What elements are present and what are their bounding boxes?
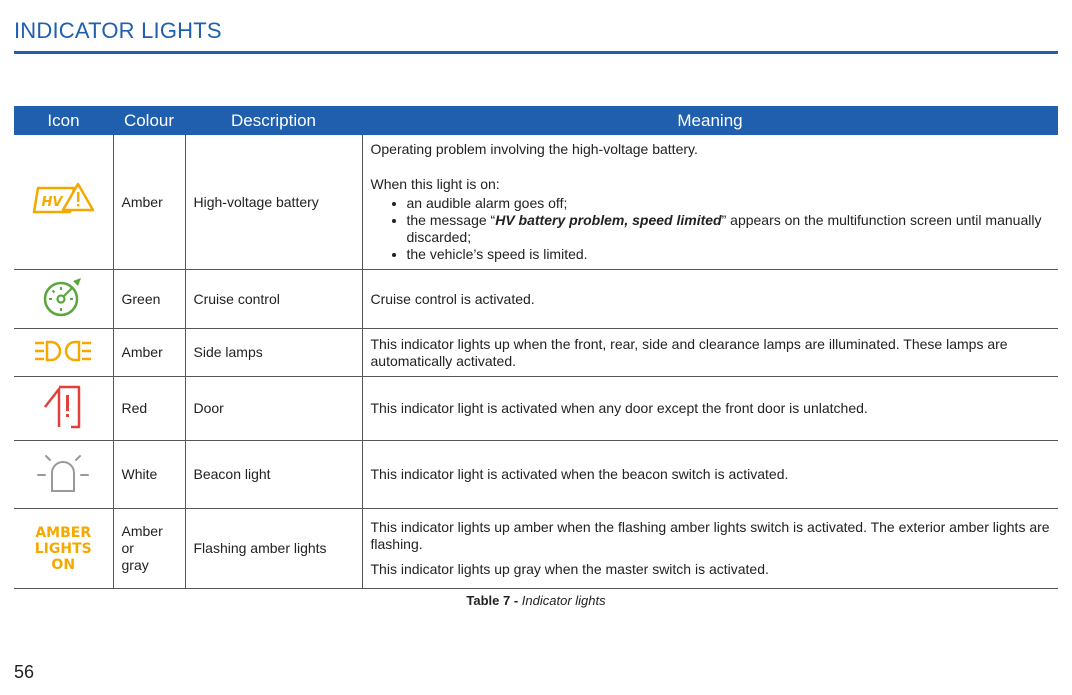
caption-text: Indicator lights <box>521 593 606 608</box>
icon-cell <box>14 135 113 270</box>
header-icon: Icon <box>14 106 113 135</box>
meaning-cell: This indicator light is activated when any door except the front door is unlatched. <box>362 377 1058 441</box>
meaning-bullets <box>371 195 1051 263</box>
meaning-para: This indicator lights up amber when the flashing amber lights switch is activated. The exterior amber lights are flashing. <box>370 519 1050 552</box>
header-description: Description <box>185 106 362 135</box>
table-row <box>14 441 1058 509</box>
colour-cell: Green <box>113 270 185 329</box>
hv-battery-warning-icon <box>30 180 96 220</box>
list-item: • the message “HV battery problem, speed limited” appears on the multifunction screen until manually discarded; <box>407 212 1051 246</box>
hv-message: HV battery problem, speed limited <box>495 212 722 228</box>
table-row <box>14 377 1058 441</box>
door-open-icon <box>41 383 85 431</box>
description-cell: Beacon light <box>185 441 362 509</box>
table-header-row <box>14 106 1058 135</box>
table-caption <box>0 593 1072 608</box>
page-title: INDICATOR LIGHTS <box>14 18 222 43</box>
icon-cell <box>14 441 113 509</box>
list-item: • the vehicle’s speed is limited. <box>407 246 1051 263</box>
title-rule <box>14 51 1058 54</box>
description-cell: Side lamps <box>185 329 362 377</box>
meaning-para: This indicator lights up gray when the master switch is activated. <box>370 561 769 577</box>
list-item: • an audible alarm goes off; <box>407 195 1051 212</box>
header-meaning: Meaning <box>362 106 1058 135</box>
meaning-cell: Cruise control is activated. <box>362 270 1058 329</box>
meaning-cell: This indicator lights up when the front, rear, side and clearance lamps are illuminated. These lamps are automatically activated. <box>362 329 1058 377</box>
amber-lights-on-text-icon: AMBER LIGHTS ON <box>34 524 92 573</box>
colour-cell: Red <box>113 377 185 441</box>
page-number: 56 <box>14 662 35 682</box>
meaning-cell <box>362 135 1058 270</box>
icon-cell <box>14 377 113 441</box>
table-row <box>14 270 1058 329</box>
meaning-lead: When this light is on: <box>370 176 500 192</box>
description-cell: High-voltage battery <box>185 135 362 270</box>
side-lamps-icon <box>33 338 93 364</box>
table-row <box>14 329 1058 377</box>
colour-cell: Amber or gray <box>113 509 185 589</box>
table-row <box>14 509 1058 589</box>
colour-cell: Amber <box>113 329 185 377</box>
description-cell: Door <box>185 377 362 441</box>
description-cell: Cruise control <box>185 270 362 329</box>
cruise-control-icon <box>39 276 87 318</box>
meaning-intro: Operating problem involving the high-voltage battery. <box>370 141 698 157</box>
header-colour: Colour <box>113 106 185 135</box>
description-cell: Flashing amber lights <box>185 509 362 589</box>
colour-cell: Amber <box>113 135 185 270</box>
meaning-cell <box>362 509 1058 589</box>
icon-cell <box>14 329 113 377</box>
table-row <box>14 135 1058 270</box>
icon-cell <box>14 509 113 589</box>
icon-cell <box>14 270 113 329</box>
hv-icon-label: HV <box>41 195 63 210</box>
beacon-light-icon <box>36 451 90 495</box>
indicator-lights-table <box>14 106 1058 589</box>
caption-label: Table 7 - <box>466 593 519 608</box>
colour-cell: White <box>113 441 185 509</box>
meaning-cell: This indicator light is activated when the beacon switch is activated. <box>362 441 1058 509</box>
